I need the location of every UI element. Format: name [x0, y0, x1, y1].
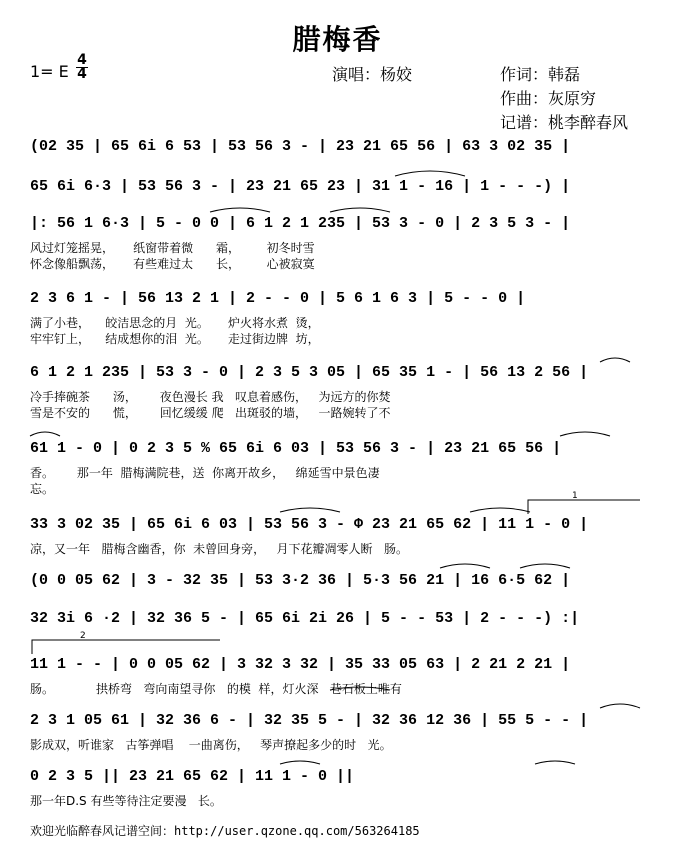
transcriber: 记谱：桃李醉春风	[500, 113, 629, 132]
key-signature: 1= E	[30, 62, 69, 81]
notation-row-3: |: 56 1 6·3 | 5 - 0 0 | 6 1 2 1 235 | 53 3 - 0 | 2 3 5 3 - |	[30, 215, 571, 232]
notation-row-8: (0 0 05 62 | 3 - 32 35 | 53 3·2 36 | 5·3 56 21 | 16 6·5 62 |	[30, 572, 571, 589]
notation-row-10: 11 1 - - | 0 0 05 62 | 3 32 3 32 | 35 33 05 63 | 2 21 2 21 |	[30, 656, 571, 673]
notation-row-7: 33 3 02 35 | 65 6i 6 03 | 53 56 3 - Φ 23 21 65 62 | 11 1 - 0 |	[30, 516, 589, 533]
volta-1-label: 1	[572, 491, 578, 501]
singer: 演唱：杨姣	[332, 65, 413, 84]
notation-row-5: 6 1 2 1 235 | 53 3 - 0 | 2 3 5 3 05 | 65 35 1 - | 56 13 2 56 |	[30, 364, 589, 381]
notation-row-2: 65 6i 6·3 | 53 56 3 - | 23 21 65 23 | 31 1 - 16 | 1 - - -) |	[30, 178, 571, 195]
lyric-line: 肠。 拱桥弯 弯向南望寻你 的模 样，灯火深 巷石板上唯有	[30, 682, 402, 696]
song-title: 腊梅香	[292, 23, 383, 56]
notation-row-4: 2 3 6 1 - | 56 13 2 1 | 2 - - 0 | 5 6 1 6 3 | 5 - - 0 |	[30, 290, 526, 307]
composer: 作曲：灰原穷	[500, 89, 597, 108]
volta-2-label: 2	[80, 631, 86, 641]
lyric-line: 影成双，听谁家 古筝弹唱 一曲离伤， 琴声撩起多少的时 光。	[30, 738, 392, 752]
notation-row-9: 32 3i 6 ·2 | 32 36 5 - | 65 6i 2i 26 | 5 - - 53 | 2 - - -) :|	[30, 610, 580, 627]
time-signature	[76, 54, 88, 81]
lyric-line: 忘。	[30, 482, 55, 496]
lyric-line: 冷手捧碗茶 汤， 夜色漫长 我 叹息着感伤， 为远方的你焚	[30, 390, 391, 404]
notation-row-12: 0 2 3 5 || 23 21 65 62 | 11 1 - 0 ||	[30, 768, 355, 785]
notation-row-1: (02 35 | 65 6i 6 53 | 53 56 3 - | 23 21 65 56 | 63 3 02 35 |	[30, 138, 571, 155]
lyric-line: 雪是不安的 慌， 回忆缓缓 爬 出斑驳的墙， 一路婉转了不	[30, 406, 391, 420]
lyric-line: 凉，又一年 腊梅含幽香，你 未曾回身旁， 月下花瓣凋零人断 肠。	[30, 542, 408, 556]
lyric-line: 怀念像船飘荡， 有些难过太 长， 心被寂寞	[30, 257, 315, 271]
footer-text: 欢迎光临醉春风记谱空间：http://user.qzone.qq.com/563264185	[30, 824, 420, 838]
lyric-line: 满了小巷， 皎洁思念的月 光。 炉火将水煮 烫，	[30, 316, 320, 330]
lyricist: 作词：韩磊	[500, 65, 581, 84]
lyric-line: 那一年D.S 有些等待注定要漫 长。	[30, 794, 222, 808]
notation-row-6: 61 1 - 0 | 0 2 3 5 % 65 6i 6 03 | 53 56 3 - | 23 21 65 56 |	[30, 440, 562, 457]
lyric-line: 牢牢钉上， 结成想你的泪 光。 走过街边牌 坊，	[30, 332, 320, 346]
time-top: 4	[77, 52, 87, 68]
time-bottom: 4	[77, 66, 87, 82]
lyric-line: 香。 那一年 腊梅满院巷，送 你离开故乡， 绵延雪中景色凄	[30, 466, 380, 480]
lyric-line: 风过灯笼摇晃， 纸窗带着微 霜， 初冬时雪	[30, 241, 315, 255]
notation-row-11: 2 3 1 05 61 | 32 36 6 - | 32 35 5 - | 32 36 12 36 | 55 5 - - |	[30, 712, 589, 729]
